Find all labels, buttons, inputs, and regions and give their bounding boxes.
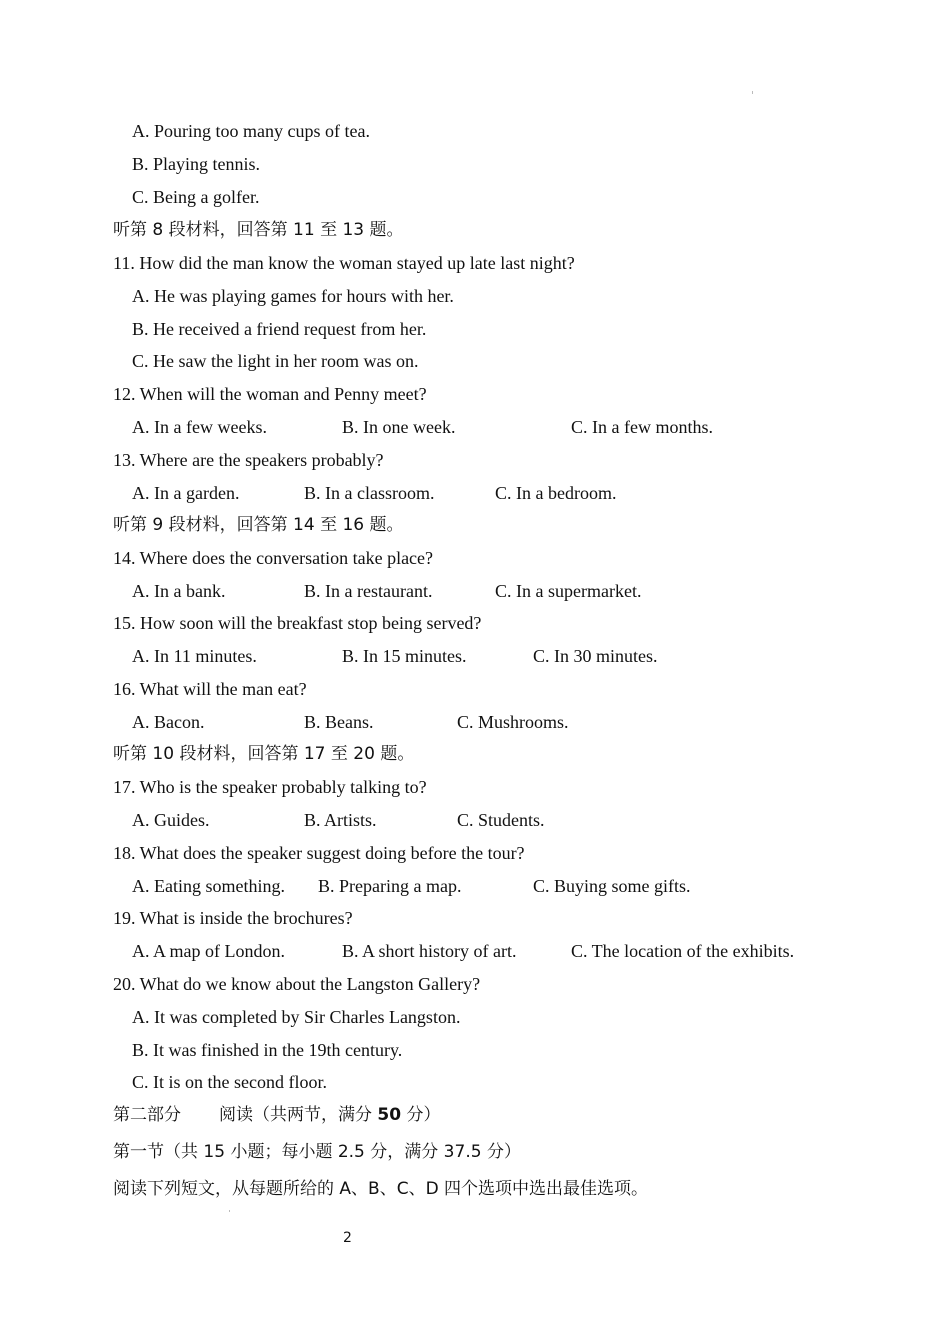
q18-option-b: B. Preparing a map. <box>318 876 462 896</box>
q17-option-a: A. Guides. <box>132 810 210 830</box>
q15-question: 15. How soon will the breakfast stop being served? <box>113 613 482 633</box>
q20-option-b: B. It was finished in the 19th century. <box>132 1040 403 1060</box>
q10-option-a: A. Pouring too many cups of tea. <box>132 121 370 141</box>
q19-option-a: A. A map of London. <box>132 941 285 961</box>
q13-option-a: A. In a garden. <box>132 483 240 503</box>
q18-option-a: A. Eating something. <box>132 876 285 896</box>
q15-option-b: B. In 15 minutes. <box>342 646 467 666</box>
q19-option-c: C. The location of the exhibits. <box>571 941 795 961</box>
q20-option-a: A. It was completed by Sir Charles Langston. <box>132 1007 461 1027</box>
scan-mark <box>229 1210 230 1212</box>
q16-option-c: C. Mushrooms. <box>457 712 569 732</box>
q17-option-c: C. Students. <box>457 810 545 830</box>
q19-option-b: B. A short history of art. <box>342 941 517 961</box>
q11-option-c: C. He saw the light in her room was on. <box>132 351 419 371</box>
q19-question: 19. What is inside the brochures? <box>113 908 353 928</box>
q10-option-b: B. Playing tennis. <box>132 154 261 174</box>
q13-option-c: C. In a bedroom. <box>495 483 617 503</box>
q11-option-b: B. He received a friend request from her. <box>132 319 427 339</box>
section-8-heading: 听第 8 段材料，回答第 11 至 13 题。 <box>113 220 404 240</box>
q11-question: 11. How did the man know the woman stayed up late last night? <box>113 253 575 273</box>
q10-option-c: C. Being a golfer. <box>132 187 260 207</box>
section-9-heading: 听第 9 段材料，回答第 14 至 16 题。 <box>113 515 404 535</box>
q20-question: 20. What do we know about the Langston Gallery? <box>113 974 481 994</box>
q14-question: 14. Where does the conversation take place? <box>113 548 434 568</box>
part-2-score: 50 <box>377 1105 402 1125</box>
section-10-heading: 听第 10 段材料，回答第 17 至 20 题。 <box>113 744 415 764</box>
q18-option-c: C. Buying some gifts. <box>533 876 691 896</box>
q17-question: 17. Who is the speaker probably talking to? <box>113 777 427 797</box>
page-number: 2 <box>343 1230 352 1246</box>
q12-option-c: C. In a few months. <box>571 417 713 437</box>
q20-option-c: C. It is on the second floor. <box>132 1072 327 1092</box>
scan-mark <box>752 91 753 94</box>
q16-question: 16. What will the man eat? <box>113 679 307 699</box>
q15-option-c: C. In 30 minutes. <box>533 646 658 666</box>
q11-option-a: A. He was playing games for hours with her. <box>132 286 454 306</box>
q16-option-a: A. Bacon. <box>132 712 205 732</box>
q14-option-b: B. In a restaurant. <box>304 581 433 601</box>
part-2-title <box>219 1104 440 1126</box>
q12-question: 12. When will the woman and Penny meet? <box>113 384 427 404</box>
q13-question: 13. Where are the speakers probably? <box>113 450 384 470</box>
q13-option-b: B. In a classroom. <box>304 483 435 503</box>
q12-option-b: B. In one week. <box>342 417 456 437</box>
q15-option-a: A. In 11 minutes. <box>132 646 257 666</box>
q17-option-b: B. Artists. <box>304 810 377 830</box>
q14-option-c: C. In a supermarket. <box>495 581 642 601</box>
q12-option-a: A. In a few weeks. <box>132 417 267 437</box>
part-2-title-suffix: 分） <box>401 1105 441 1125</box>
q16-option-b: B. Beans. <box>304 712 374 732</box>
section-1-title: 第一节（共 15 小题；每小题 2.5 分，满分 37.5 分） <box>113 1142 521 1162</box>
reading-instructions: 阅读下列短文，从每题所给的 A、B、C、D 四个选项中选出最佳选项。 <box>113 1179 649 1199</box>
part-2-title-prefix: 阅读（共两节，满分 <box>219 1105 378 1125</box>
part-2-label: 第二部分 <box>113 1105 181 1125</box>
q14-option-a: A. In a bank. <box>132 581 226 601</box>
q18-question: 18. What does the speaker suggest doing before the tour? <box>113 843 525 863</box>
